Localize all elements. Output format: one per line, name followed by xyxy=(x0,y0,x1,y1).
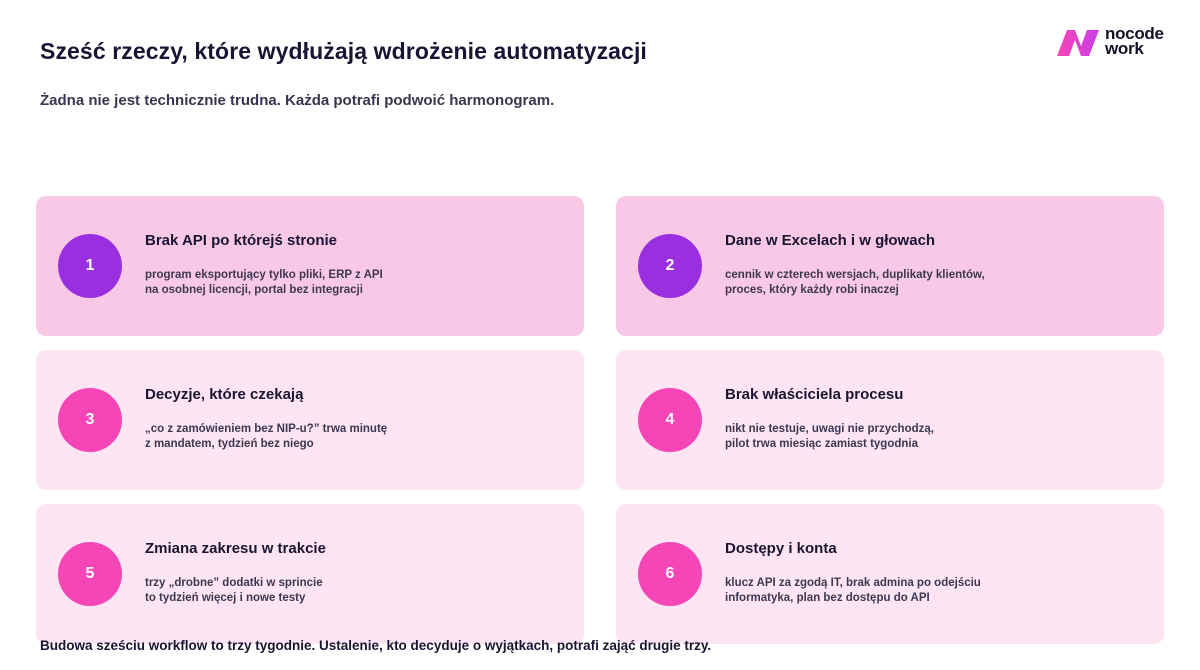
card-description-line: „co z zamówieniem bez NIP-u?” trwa minutę xyxy=(145,423,388,435)
card-number-badge: 3 xyxy=(58,388,122,452)
card-title: Brak właściciela procesu xyxy=(725,386,904,403)
card-3 xyxy=(36,350,584,490)
card-description-line: klucz API za zgodą IT, brak admina po odejściu xyxy=(725,577,981,589)
card-description-line: proces, który każdy robi inaczej xyxy=(725,283,899,296)
card-title: Dane w Excelach i w głowach xyxy=(725,232,936,249)
card-title: Decyzje, które czekają xyxy=(145,386,304,403)
logo-line-2: work xyxy=(1105,39,1144,58)
nocodework-logo xyxy=(1055,26,1175,60)
card-2 xyxy=(616,196,1164,336)
card-title: Brak API po którejś stronie xyxy=(145,232,337,249)
card-1 xyxy=(36,196,584,336)
card-description-line: na osobnej licencji, portal bez integracji xyxy=(145,283,363,296)
card-description-line: trzy „drobne” dodatki w sprincie xyxy=(145,577,323,589)
card-description-line: program eksportujący tylko pliki, ERP z API xyxy=(145,269,383,281)
card-number-badge: 4 xyxy=(638,388,702,452)
card-4 xyxy=(616,350,1164,490)
footer-note: Budowa sześciu workflow to trzy tygodnie. Ustalenie, kto decyduje o wyjątkach, potrafi zająć drugie trzy. xyxy=(40,638,712,653)
logo-wordmark xyxy=(1105,26,1164,56)
card-description-line: z mandatem, tydzień bez niego xyxy=(145,437,314,450)
card-description-line: pilot trwa miesiąc zamiast tygodnia xyxy=(725,437,918,450)
card-number-badge: 1 xyxy=(58,234,122,298)
card-6 xyxy=(616,504,1164,644)
card-title: Zmiana zakresu w trakcie xyxy=(145,540,326,557)
card-5 xyxy=(36,504,584,644)
card-description xyxy=(145,268,383,297)
card-description-line: cennik w czterech wersjach, duplikaty klientów, xyxy=(725,269,985,281)
card-description-line: informatyka, plan bez dostępu do API xyxy=(725,591,930,604)
card-description xyxy=(725,576,981,605)
logo-mark-icon xyxy=(1055,28,1101,58)
card-description xyxy=(145,576,323,605)
card-number-badge: 6 xyxy=(638,542,702,606)
card-description xyxy=(145,422,387,451)
card-description-line: nikt nie testuje, uwagi nie przychodzą, xyxy=(725,423,934,435)
card-number-badge: 2 xyxy=(638,234,702,298)
card-number-badge: 5 xyxy=(58,542,122,606)
card-description-line: to tydzień więcej i nowe testy xyxy=(145,591,306,604)
page-subtitle: Żadna nie jest technicznie trudna. Każda potrafi podwoić harmonogram. xyxy=(40,92,555,109)
page-title: Sześć rzeczy, które wydłużają wdrożenie automatyzacji xyxy=(40,38,647,64)
card-description xyxy=(725,422,934,451)
logo-line-1: nocode xyxy=(1105,24,1164,43)
card-title: Dostępy i konta xyxy=(725,540,837,557)
card-description xyxy=(725,268,985,297)
